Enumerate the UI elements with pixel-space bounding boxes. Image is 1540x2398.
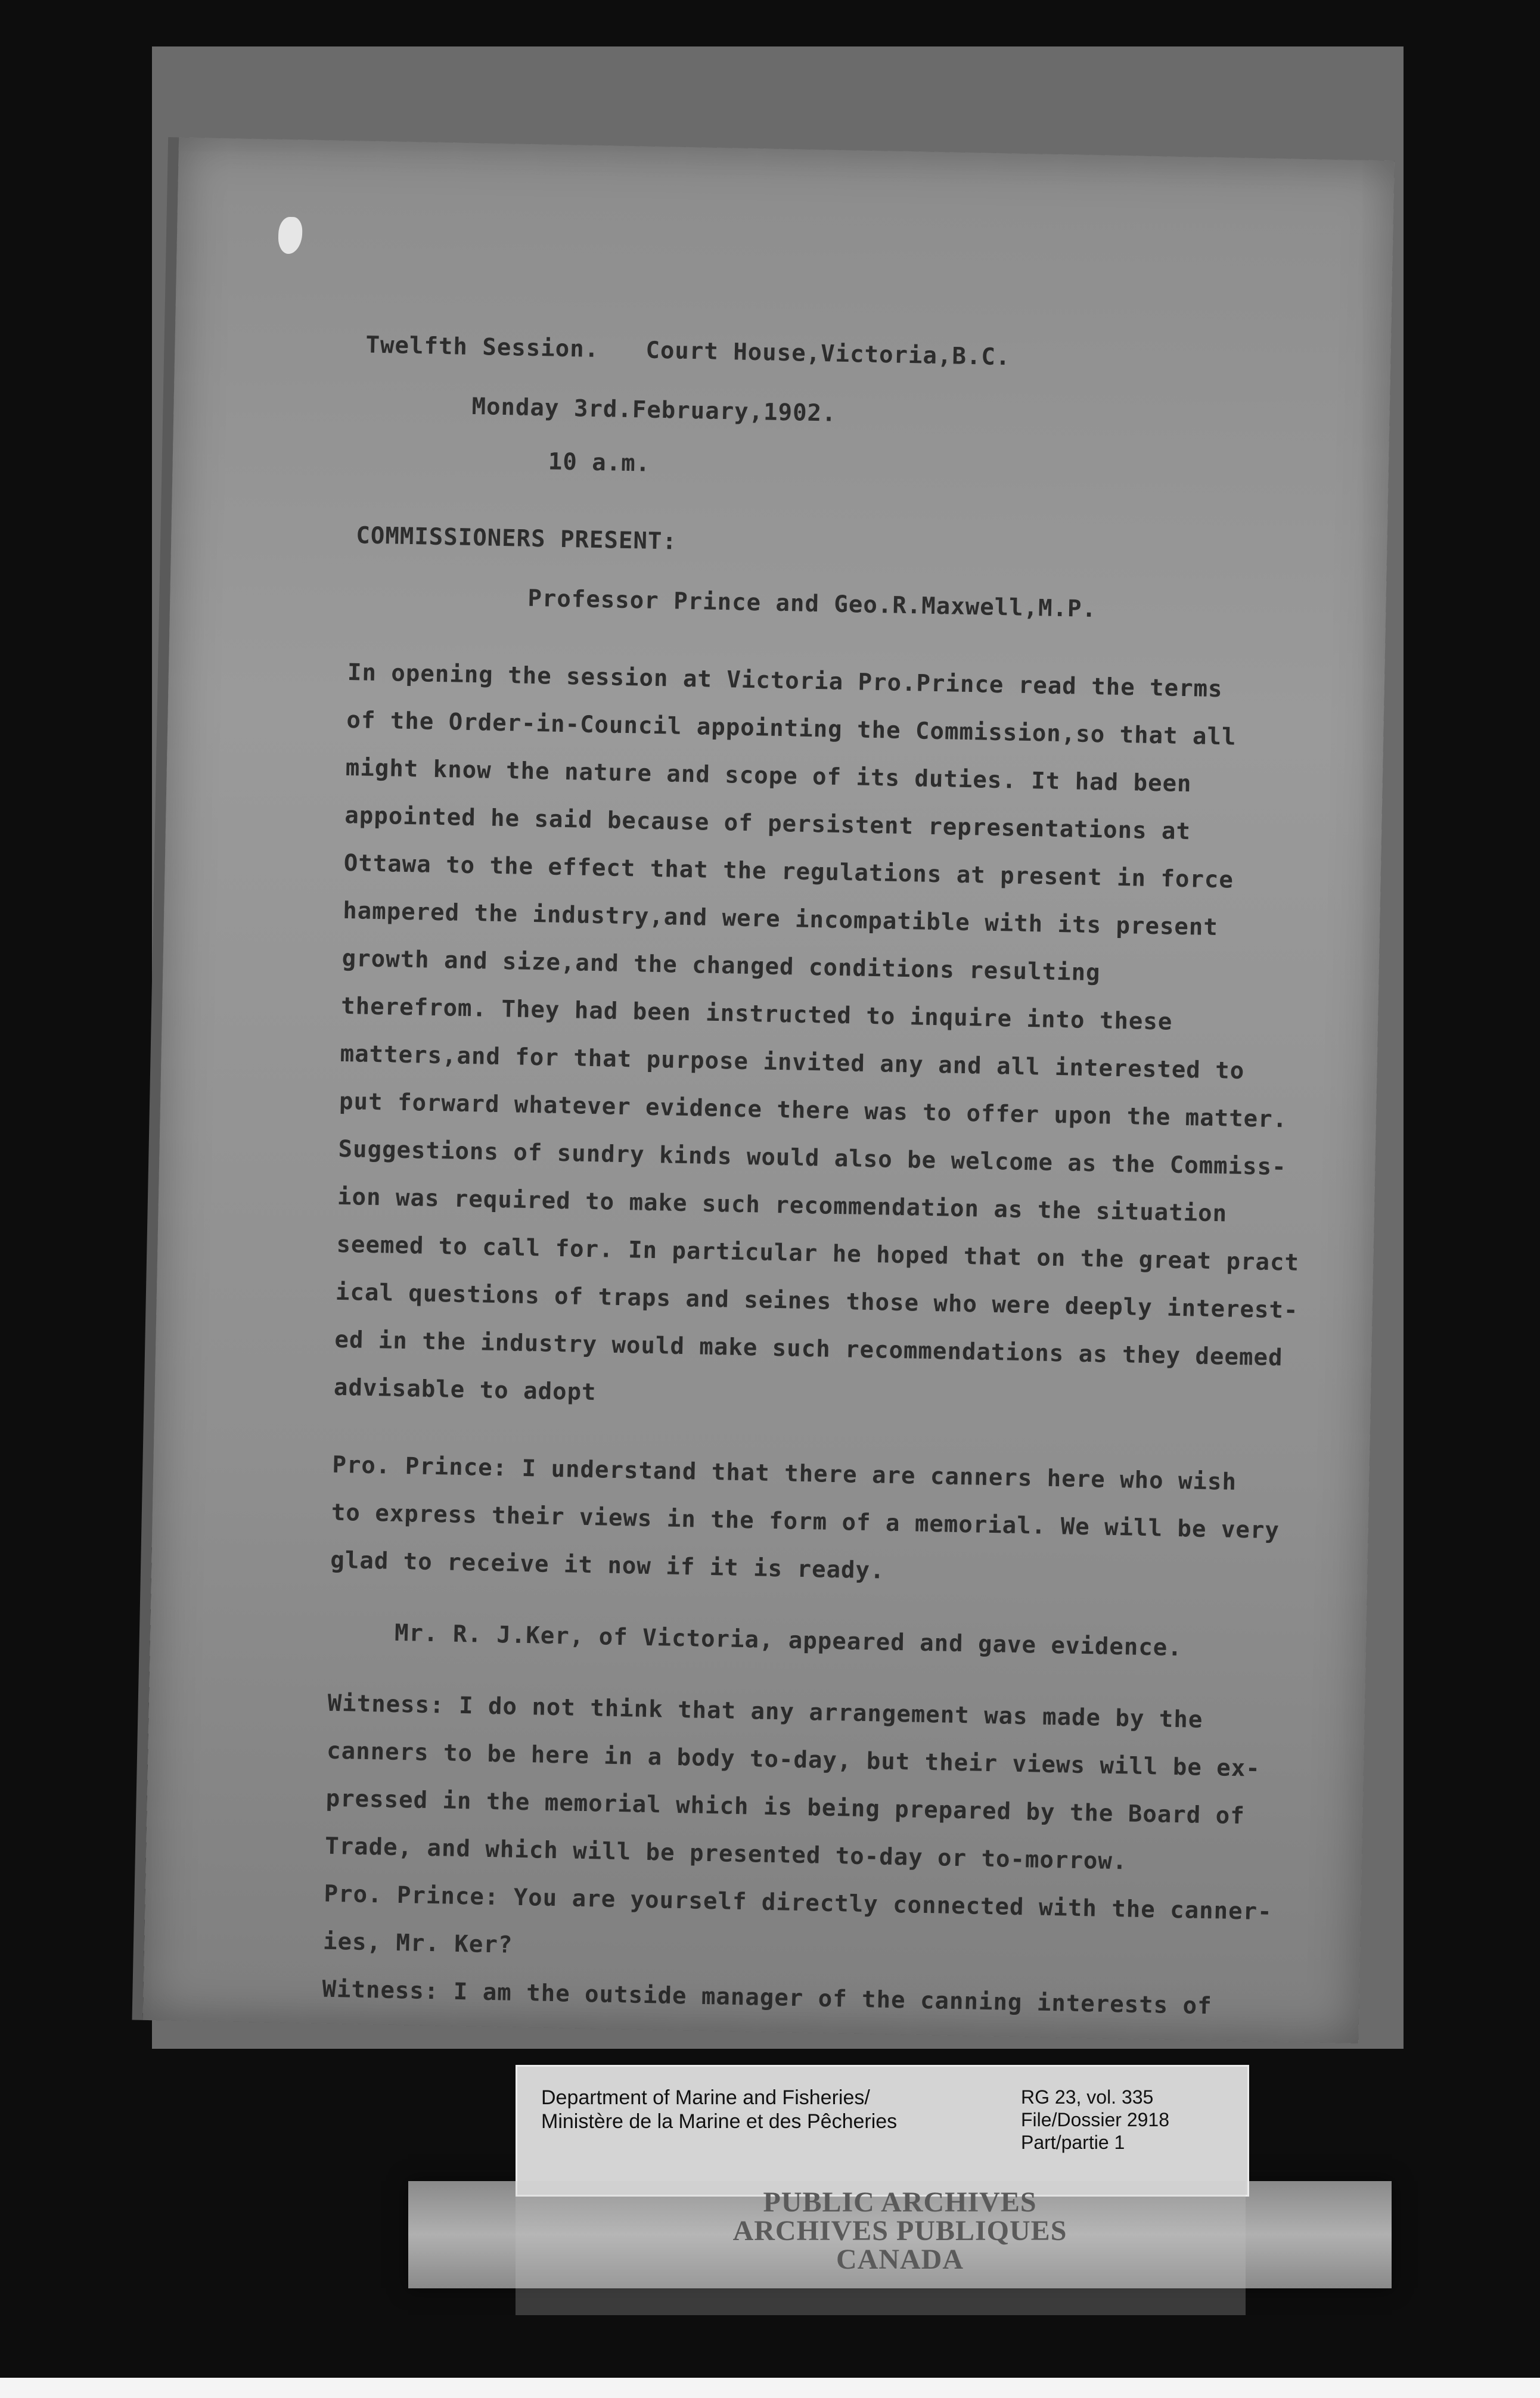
body-line: might know the nature and scope of its duties. It had been (345, 754, 1192, 798)
body-line: ical questions of traps and seines those who were deeply interest- (335, 1278, 1299, 1324)
bottom-strip (0, 2378, 1540, 2398)
body-line: pressed in the memorial which is being prepared by the Board of (325, 1785, 1246, 1830)
body-line: seemed to call for. In particular he hoped that on the great pract (336, 1231, 1300, 1276)
record-group: RG 23, vol. 335 (1021, 2086, 1154, 2108)
department-fr: Ministère de la Marine et des Pêcheries (541, 2110, 898, 2133)
body-line: matters,and for that purpose invited any and all interested to (340, 1040, 1245, 1085)
document-page (143, 137, 1395, 2043)
body-line: advisable to adopt (333, 1374, 597, 1406)
file-number: File/Dossier 2918 (1021, 2109, 1169, 2130)
body-line: Ottawa to the effect that the regulations at present in force (343, 849, 1234, 894)
body-line: Pro. Prince: I understand that there are canners here who wish (332, 1451, 1237, 1496)
stamp-line: PUBLIC ARCHIVES (763, 2186, 1037, 2218)
body-line: Witness: I do not think that any arrangement was made by the (327, 1689, 1203, 1734)
label-department (541, 2086, 897, 2133)
body-line: Suggestions of sundry kinds would also be welcome as the Commiss- (338, 1135, 1287, 1181)
body-line: ion was required to make such recommendation as the situation (337, 1183, 1228, 1228)
session-title: Twelfth Session. (365, 331, 600, 364)
commissioners-heading: COMMISSIONERS PRESENT: (355, 522, 678, 555)
body-line: of the Order-in-Council appointing the Commission,so that all (346, 707, 1237, 751)
body-line: Trade, and which will be presented to-day or to-morrow. (324, 1832, 1128, 1875)
body-line: to express their views in the form of a memorial. We will be very (331, 1499, 1280, 1545)
body-line: therefrom. They had been instructed to inquire into these (340, 992, 1173, 1036)
body-line: put forward whatever evidence there was to offer upon the matter. (339, 1088, 1288, 1133)
body-line: Pro. Prince: You are yourself directly connected with the canner- (324, 1880, 1272, 1926)
archive-label (516, 2065, 1249, 2197)
body-line: ed in the industry would make such recommendations as they deemed (334, 1326, 1283, 1372)
body-line: appointed he said because of persistent representations at (344, 802, 1191, 846)
stamp-line: ARCHIVES PUBLIQUES (732, 2215, 1067, 2247)
session-date: Monday 3rd.February,1902. (471, 393, 837, 427)
part-number: Part/partie 1 (1021, 2132, 1125, 2153)
body-line: Witness: I am the outside manager of the canning interests of (322, 1975, 1213, 2020)
label-reference (1021, 2086, 1169, 2154)
department-en: Department of Marine and Fisheries/ (541, 2086, 870, 2109)
body-line: glad to receive it now if it is ready. (330, 1546, 885, 1585)
session-place: Court House,Victoria,B.C. (645, 337, 1011, 371)
body-line: hampered the industry,and were incompatible with its present (342, 897, 1219, 942)
body-line: Mr. R. J.Ker, of Victoria, appeared and gave evidence. (394, 1619, 1183, 1662)
commissioners-list: Professor Prince and Geo.R.Maxwell,M.P. (527, 585, 1097, 623)
body-line: ies, Mr. Ker? (322, 1928, 513, 1959)
archives-stamp (408, 2188, 1392, 2274)
body-line: canners to be here in a body to-day, but their views will be ex- (326, 1737, 1261, 1782)
session-time: 10 a.m. (548, 448, 651, 477)
body-line: In opening the session at Victoria Pro.Prince read the terms (347, 659, 1223, 703)
stamp-line: CANADA (836, 2244, 964, 2275)
punch-hole (278, 217, 302, 254)
body-line: growth and size,and the changed conditions resulting (341, 945, 1101, 987)
